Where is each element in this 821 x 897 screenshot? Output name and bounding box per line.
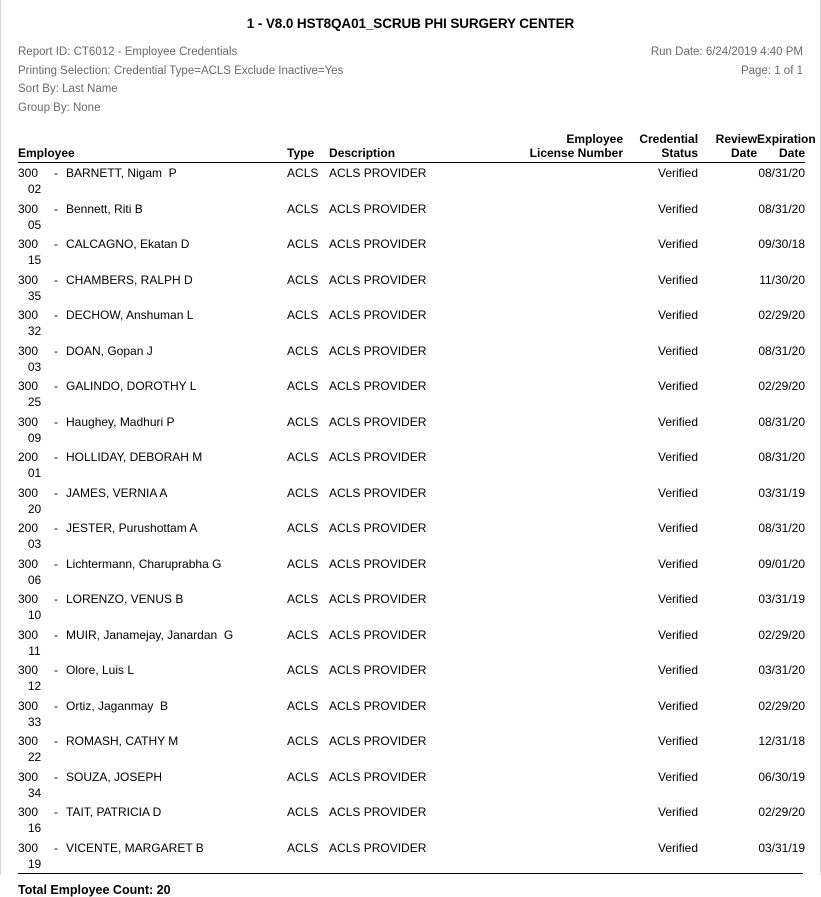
expiration-date-cell: 02/29/20 [758,379,806,393]
credential-description-cell: ACLS PROVIDER [329,556,427,571]
employee-id-line1: 300 [18,201,39,216]
expiration-date-cell: 02/29/20 [758,627,806,642]
credential-description-cell: ACLS PROVIDER [329,414,427,429]
credential-status-cell: Verified [658,840,699,855]
review-date-cell [698,483,757,519]
table-row [18,199,805,235]
table-row [18,802,805,838]
page-title: 1 - V8.0 HST8QA01_SCRUB PHI SURGERY CENTER [246,16,575,31]
employee-id-line1: 300 [18,592,39,606]
employee-license-number-cell [511,234,623,270]
expiration-date-cell: 08/31/20 [758,343,806,358]
employee-name-cell: Lichtermann, Charuprabha G [66,556,222,571]
table-row [18,731,805,767]
expiration-date-cell: 02/29/20 [758,698,806,713]
table-row [18,341,805,377]
credential-description-cell: ACLS PROVIDER [329,485,427,500]
credential-type-cell: ACLS [287,769,319,784]
expiration-date-cell: 02/29/20 [758,308,806,322]
employee-id-cell [18,483,54,519]
credential-description-cell: ACLS PROVIDER [329,450,427,464]
license-header-line2: License Number [529,146,624,160]
employee-id-line1: 300 [18,627,39,642]
credential-status-cell: Verified [658,343,699,358]
expiration-date-cell: 08/31/20 [758,201,806,216]
employee-id-cell [18,518,54,554]
employee-name-cell: JAMES, VERNIA A [66,485,168,500]
employee-license-number-cell [511,696,623,732]
employee-id-line2: 32 [27,324,42,338]
credential-type-cell: ACLS [287,485,319,500]
employee-id-cell [18,731,54,767]
review-date-cell [698,234,757,270]
review-date-cell [698,696,757,732]
employee-id-cell [18,305,54,341]
employee-id-separator: - [54,698,58,713]
employee-id-line1: 300 [18,485,39,500]
credential-type-cell: ACLS [287,450,319,464]
report-metadata [18,43,803,117]
employee-id-separator: - [54,237,58,251]
column-header-review-date [698,132,757,163]
employee-id-line1: 300 [18,840,39,855]
employee-license-number-cell [511,447,623,483]
credential-description-cell: ACLS PROVIDER [329,343,427,358]
employee-id-line1: 300 [18,166,39,180]
credential-status-cell: Verified [658,414,699,429]
employee-name-cell: CALCAGNO, Ekatan D [66,237,190,251]
employee-name-cell: Bennett, Riti B [66,201,143,216]
employee-id-cell [18,270,54,306]
employee-id-line2: 05 [27,217,42,232]
employee-id-separator: - [54,414,58,429]
employee-id-line1: 300 [18,308,39,322]
sort-by-text: Sort By: Last Name [18,83,118,95]
credential-type-cell: ACLS [287,592,319,606]
review-date-cell [698,518,757,554]
metadata-row-report-id [18,43,803,62]
employee-name-cell: VICENTE, MARGARET B [66,840,204,855]
employee-id-line1: 300 [18,734,39,748]
group-by-text: Group By: None [18,101,101,114]
employee-id-separator: - [54,769,58,784]
total-employee-count: Total Employee Count: 20 [18,883,171,897]
credential-status-cell: Verified [658,521,699,535]
employee-license-number-cell [511,554,623,590]
employee-id-cell [18,767,54,803]
employee-id-line2: 25 [27,395,42,409]
employee-name-cell: HOLLIDAY, DEBORAH M [66,450,203,464]
employee-id-cell [18,589,54,625]
credential-status-cell: Verified [658,237,699,251]
employee-license-number-cell [511,483,623,519]
table-row [18,483,805,519]
credential-description-cell: ACLS PROVIDER [329,663,427,677]
credential-description-cell: ACLS PROVIDER [329,308,427,322]
employee-name-cell: TAIT, PATRICIA D [66,805,162,819]
expiration-date-cell: 12/31/18 [758,734,806,748]
credential-status-cell: Verified [658,201,699,216]
credential-status-cell: Verified [658,805,699,819]
column-header-type: Type [287,132,329,163]
credential-status-cell: Verified [658,769,699,784]
employee-name-cell: Haughey, Madhuri P [66,414,175,429]
credential-type-cell: ACLS [287,840,319,855]
review-date-cell [698,731,757,767]
employee-id-line2: 10 [27,608,42,622]
employee-license-number-cell [511,163,623,199]
employee-id-separator: - [54,840,58,855]
credential-description-cell: ACLS PROVIDER [329,592,427,606]
employee-id-separator: - [54,308,58,322]
expiration-date-cell: 02/29/20 [758,805,806,819]
table-row [18,767,805,803]
review-date-cell [698,270,757,306]
employee-id-line1: 300 [18,769,39,784]
employee-name-cell: Ortiz, Jaganmay B [66,698,169,713]
employee-name-cell: JESTER, Purushottam A [66,521,198,535]
employee-id-line1: 300 [18,272,39,287]
employee-id-cell [18,802,54,838]
status-header-line2: Status [661,146,699,160]
table-header-row [18,132,805,163]
table-body [18,163,805,874]
expiration-date-cell: 03/31/19 [758,485,806,500]
employee-license-number-cell [511,199,623,235]
employee-id-separator: - [54,592,58,606]
review-date-cell [698,838,757,874]
review-header-line1: Review [715,132,758,146]
employee-license-number-cell [511,270,623,306]
credential-type-cell: ACLS [287,414,319,429]
credential-status-cell: Verified [658,698,699,713]
employee-id-separator: - [54,556,58,571]
employee-name-cell: DECHOW, Anshuman L [66,308,194,322]
expiration-date-cell: 09/01/20 [758,556,806,571]
credential-description-cell: ACLS PROVIDER [329,627,427,642]
review-date-cell [698,163,757,199]
column-header-description: Description [329,132,511,163]
employee-id-separator: - [54,663,58,677]
license-header-line1: Employee [566,132,624,146]
table-row [18,234,805,270]
credential-status-cell: Verified [658,663,699,677]
employee-id-cell [18,412,54,448]
employee-id-separator: - [54,734,58,748]
expiration-date-cell: 03/31/19 [758,840,806,855]
printing-selection-text: Printing Selection: Credential Type=ACLS Exclude Inactive=Yes [18,64,344,77]
employee-id-line1: 300 [18,379,39,393]
employee-id-line2: 35 [27,288,42,303]
employee-license-number-cell [511,305,623,341]
table-row [18,412,805,448]
credential-status-cell: Verified [658,485,699,500]
credential-description-cell: ACLS PROVIDER [329,237,427,251]
employee-id-line2: 22 [27,750,42,764]
review-date-cell [698,589,757,625]
expiration-date-cell: 09/30/18 [758,237,806,251]
employee-id-line2: 06 [27,572,42,587]
review-date-cell [698,625,757,661]
employee-id-line2: 01 [27,466,42,480]
review-date-cell [698,767,757,803]
expiration-header-line2: Date [779,146,806,160]
employee-name-cell: DOAN, Gopan J [66,343,153,358]
table-row [18,696,805,732]
employee-id-line2: 16 [27,821,42,835]
table-row [18,270,805,306]
employee-id-line2: 11 [28,643,41,658]
credential-status-cell: Verified [658,627,699,642]
employee-id-separator: - [54,485,58,500]
employee-name-cell: CHAMBERS, RALPH D [66,272,193,287]
table-row [18,376,805,412]
employee-license-number-cell [511,412,623,448]
run-date-text: Run Date: 6/24/2019 4:40 PM [650,46,803,58]
credential-status-cell: Verified [658,592,699,606]
credential-description-cell: ACLS PROVIDER [329,521,427,535]
review-date-cell [698,660,757,696]
credential-description-cell: ACLS PROVIDER [329,201,427,216]
employee-name-cell: ROMASH, CATHY M [66,734,179,748]
employee-license-number-cell [511,802,623,838]
employee-id-cell [18,234,54,270]
metadata-row-group-by [18,99,803,118]
employee-id-cell [18,696,54,732]
credential-description-cell: ACLS PROVIDER [329,698,427,713]
table-row [18,838,805,874]
employee-name-cell: GALINDO, DOROTHY L [66,379,197,393]
credential-type-cell: ACLS [287,663,319,677]
employee-id-separator: - [54,379,58,393]
employee-id-line1: 300 [18,663,39,677]
expiration-date-cell: 11/30/20 [759,272,806,287]
table-row [18,554,805,590]
employee-id-separator: - [54,272,58,287]
employee-id-separator: - [54,166,58,180]
employee-id-line1: 300 [18,805,39,819]
review-date-cell [698,376,757,412]
review-date-cell [698,554,757,590]
employee-name-cell: BARNETT, Nigam P [66,166,177,180]
employee-license-number-cell [511,767,623,803]
credential-type-cell: ACLS [287,201,319,216]
expiration-date-cell: 03/31/19 [758,592,806,606]
employee-credentials-table [18,132,816,873]
expiration-date-cell: 03/31/20 [758,663,806,677]
employee-name-cell: MUIR, Janamejay, Janardan G [66,627,234,642]
employee-id-separator: - [54,805,58,819]
credential-status-cell: Verified [658,308,699,322]
credential-status-cell: Verified [658,556,699,571]
employee-id-line2: 34 [27,785,42,800]
page-number-text: Page: 1 of 1 [740,64,803,77]
employee-id-line2: 03 [27,537,42,551]
expiration-date-cell: 08/31/20 [758,450,806,464]
credential-description-cell: ACLS PROVIDER [329,805,427,819]
credential-type-cell: ACLS [287,556,319,571]
expiration-date-cell: 06/30/19 [758,769,806,784]
credential-type-cell: ACLS [287,272,319,287]
employee-id-line2: 12 [27,679,42,693]
review-date-cell [698,305,757,341]
table-row [18,305,805,341]
status-header-line1: Credential [639,132,699,146]
review-date-cell [698,447,757,483]
credential-description-cell: ACLS PROVIDER [329,166,427,180]
metadata-row-printing-selection [18,62,803,81]
employee-license-number-cell [511,731,623,767]
review-date-cell [698,199,757,235]
credential-type-cell: ACLS [287,166,319,180]
employee-name-cell: LORENZO, VENUS B [66,592,184,606]
employee-id-line2: 19 [27,856,42,871]
employee-id-line2: 02 [27,182,42,196]
expiration-date-cell: 08/31/20 [758,166,806,180]
credential-description-cell: ACLS PROVIDER [329,769,427,784]
employee-id-cell [18,447,54,483]
credential-type-cell: ACLS [287,521,319,535]
credential-type-cell: ACLS [287,237,319,251]
employee-id-cell [18,625,54,661]
employee-id-line1: 300 [18,556,39,571]
expiration-header-line1: Expiration [757,132,816,146]
employee-id-line1: 300 [18,414,39,429]
review-header-line2: Date [731,146,758,160]
employee-id-cell [18,199,54,235]
employee-id-line2: 03 [27,359,42,374]
table-row [18,625,805,661]
employee-id-line1: 200 [18,450,39,464]
column-header-expiration-date [757,132,816,163]
employee-license-number-cell [511,625,623,661]
employee-id-line1: 300 [18,343,39,358]
review-date-cell [698,412,757,448]
employee-id-line2: 15 [27,253,42,267]
credential-status-cell: Verified [658,272,699,287]
credential-type-cell: ACLS [287,805,319,819]
employee-id-line2: 33 [27,714,42,729]
credential-type-cell: ACLS [287,698,319,713]
employee-license-number-cell [511,376,623,412]
employee-id-separator: - [54,343,58,358]
employee-id-line2: 09 [27,430,42,445]
employee-id-cell [18,341,54,377]
employee-id-cell [18,838,54,874]
review-date-cell [698,341,757,377]
credential-description-cell: ACLS PROVIDER [329,840,427,855]
column-header-employee-license-number [511,132,623,163]
report-id-text: Report ID: CT6012 - Employee Credentials [18,46,238,58]
credential-type-cell: ACLS [287,343,319,358]
credential-type-cell: ACLS [287,379,319,393]
employee-license-number-cell [511,518,623,554]
credential-status-cell: Verified [658,166,699,180]
table-row [18,163,805,199]
credential-description-cell: ACLS PROVIDER [329,272,427,287]
credential-type-cell: ACLS [287,734,319,748]
credential-status-cell: Verified [658,734,699,748]
table-row [18,660,805,696]
employee-id-line2: 20 [27,501,42,516]
employee-id-line1: 300 [18,237,39,251]
table-row [18,589,805,625]
employee-id-line1: 200 [18,521,39,535]
credential-status-cell: Verified [658,450,699,464]
employee-id-line1: 300 [18,698,39,713]
employee-license-number-cell [511,838,623,874]
employee-name-cell: Olore, Luis L [66,663,135,677]
table-row [18,518,805,554]
expiration-date-cell: 08/31/20 [758,521,806,535]
employee-id-separator: - [54,450,58,464]
employee-id-cell [18,554,54,590]
table-row [18,447,805,483]
employee-id-cell [18,376,54,412]
employee-license-number-cell [511,589,623,625]
credential-status-cell: Verified [658,379,699,393]
credential-type-cell: ACLS [287,627,319,642]
employee-license-number-cell [511,341,623,377]
credential-type-cell: ACLS [287,308,319,322]
employee-id-cell [18,163,54,199]
employee-id-separator: - [54,201,58,216]
employee-id-separator: - [54,521,58,535]
review-date-cell [698,802,757,838]
employee-id-separator: - [54,627,58,642]
metadata-row-sort-by [18,80,803,99]
employee-name-cell: SOUZA, JOSEPH [66,769,163,784]
column-header-credential-status [623,132,698,163]
credential-description-cell: ACLS PROVIDER [329,379,427,393]
column-header-employee: Employee [18,132,287,163]
expiration-date-cell: 08/31/20 [758,414,806,429]
credential-description-cell: ACLS PROVIDER [329,734,427,748]
employee-license-number-cell [511,660,623,696]
employee-id-cell [18,660,54,696]
